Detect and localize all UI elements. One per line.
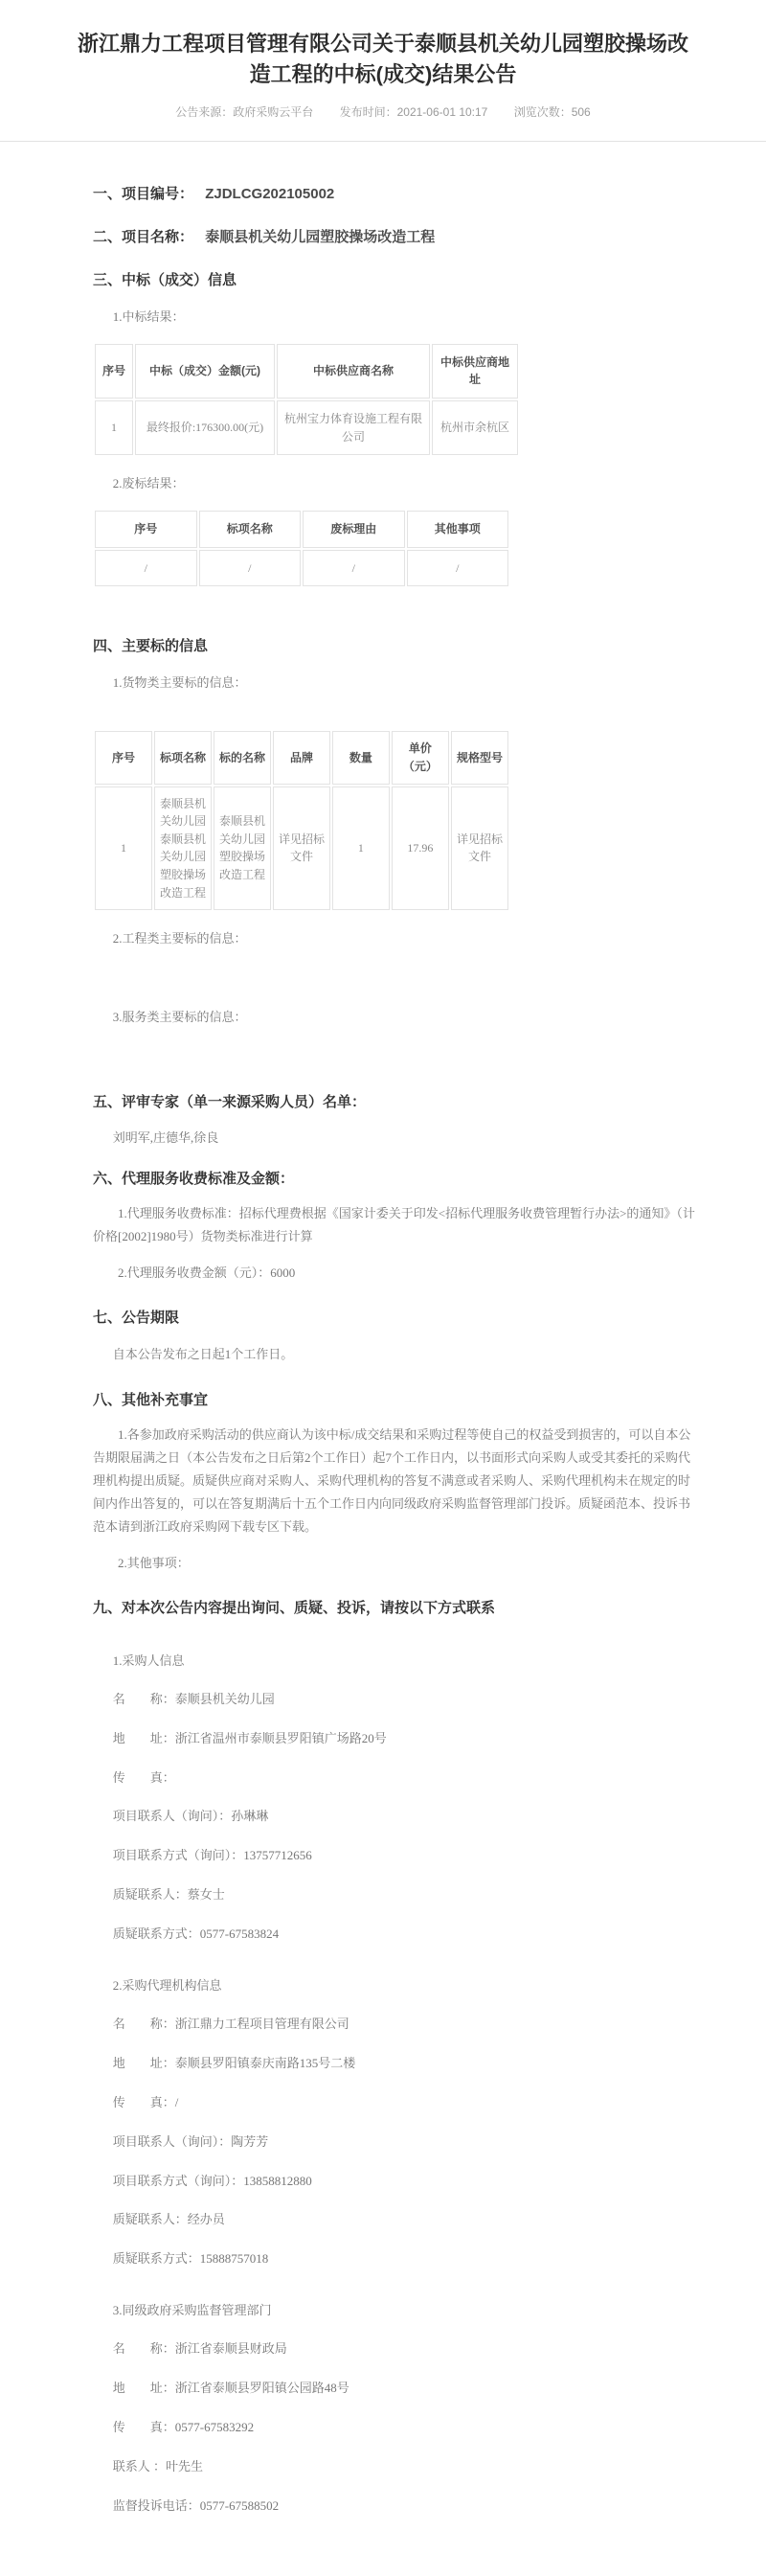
section-agency-fee-heading: 六、代理服务收费标准及金额： (93, 1171, 295, 1188)
table-row (95, 400, 518, 455)
other-matters-label: 2.其他事项： (118, 1555, 190, 1570)
spacer (93, 1042, 699, 1069)
purchaser-fax: 传 真： (112, 1769, 175, 1785)
purchaser-query-phone: 质疑联系方式：0577-67583824 (112, 1926, 280, 1942)
meta-bar (0, 103, 766, 120)
engineering-subject-label: 2.工程类主要标的信息： (112, 931, 247, 946)
project-name-value: 泰顺县机关幼儿园塑胶操场改造工程 (205, 228, 436, 245)
table-header-cell: 序号 (95, 511, 197, 548)
purchaser-name: 名 称：泰顺县机关幼儿园 (112, 1691, 275, 1706)
service-subject-label: 3.服务类主要标的信息： (112, 1010, 247, 1025)
table-row (95, 786, 508, 911)
table-header-row (95, 344, 518, 399)
purchaser-address: 地 址：浙江省温州市泰顺县罗阳镇广场路20号 (112, 1730, 387, 1745)
agency-query-contact: 质疑联系人：经办员 (112, 2212, 225, 2227)
supervision-contact: 联系人 ：叶先生 (112, 2458, 204, 2473)
meta-view-count: 浏览次数：506 (513, 104, 591, 119)
purchaser-block-title: 1.采购人信息 (112, 1653, 185, 1668)
agency-project-contact: 项目联系人（询问）：陶芳芳 (112, 2133, 269, 2149)
table-cell: 17.96 (392, 786, 449, 911)
table-cell: 详见招标文件 (273, 786, 330, 911)
section-announcement-period-heading: 七、公告期限 (93, 1310, 180, 1327)
supervision-name: 名 称：浙江省泰顺县财政局 (112, 2341, 287, 2357)
table-header-cell: 其他事项 (407, 511, 509, 548)
project-name-label: 二、项目名称： (93, 228, 194, 245)
award-result-label: 1.中标结果： (112, 308, 185, 324)
table-header-row (95, 731, 508, 784)
section-project-number (93, 184, 699, 204)
table-header-cell: 单价（元） (392, 731, 449, 784)
meta-source: 公告来源：政府采购云平台 (175, 104, 314, 119)
table-header-cell: 标项名称 (154, 731, 212, 784)
project-number-value: ZJDLCG202105002 (205, 185, 335, 202)
table-cell: / (303, 550, 405, 587)
table-header-cell: 序号 (95, 731, 152, 784)
rejected-result-table (93, 509, 510, 588)
table-header-row (95, 511, 508, 548)
meta-publish-time: 发布时间：2021-06-01 10:17 (339, 104, 488, 119)
experts-name-list: 刘明军,庄德华,徐良 (112, 1130, 219, 1146)
goods-subject-label: 1.货物类主要标的信息： (112, 675, 247, 691)
table-cell: 1 (95, 786, 152, 911)
spacer (93, 964, 699, 991)
table-header-cell: 中标（成交）金额(元) (135, 344, 275, 399)
supervision-address: 地 址：浙江省泰顺县罗阳镇公园路48号 (112, 2381, 349, 2396)
table-header-cell: 标项名称 (199, 511, 302, 548)
agency-project-phone: 项目联系方式（询问）：13858812880 (112, 2173, 312, 2188)
table-header-cell: 废标理由 (303, 511, 405, 548)
table-cell: 泰顺县机关幼儿园塑胶操场改造工程 (214, 786, 271, 911)
purchaser-project-phone: 项目联系方式（询问）：13757712656 (112, 1848, 312, 1863)
table-header-cell: 中标供应商名称 (277, 344, 430, 399)
agency-block-title: 2.采购代理机构信息 (112, 1978, 222, 1994)
supervision-info-block (93, 2300, 699, 2514)
table-header-cell: 规格型号 (451, 731, 508, 784)
page-title: 浙江鼎力工程项目管理有限公司关于泰顺县机关幼儿园塑胶操场改造工程的中标(成交)结果公告 (77, 32, 688, 86)
supplementary-paragraph: 1.各参加政府采购活动的供应商认为该中标/成交结果和采购过程等使自己的权益受到损害的，可以自本公告期限届满之日（本公告发布之日后第2个工作日）起7个工作日内，以书面形式向采购人或受其委托的采购代理机构提出质疑。质疑供应商对采购人、采购代理机构的答复不满意或者采购人、采购代理机构未在规定的时间内作出答复的，可以在答复期满后十五个工作日内向同级政府采购监督管理部门投诉。质疑函范本、投诉书范本请到浙江政府采购网下载专区下载。 (93, 1426, 691, 1534)
table-header-cell: 品牌 (273, 731, 330, 784)
agency-fee-standard: 1.代理服务收费标准：招标代理费根据《国家计委关于印发<招标代理服务收费管理暂行办法>的通知》（计价格[2002]1980号）货物类标准进行计算 (93, 1206, 695, 1244)
table-cell: 详见招标文件 (451, 786, 508, 911)
table-header-cell: 标的名称 (214, 731, 271, 784)
agency-query-phone: 质疑联系方式：15888757018 (112, 2251, 269, 2267)
goods-subject-table (93, 729, 510, 912)
award-result-table (93, 342, 520, 457)
table-cell: 1 (95, 400, 133, 455)
table-header-cell: 中标供应商地址 (432, 344, 518, 399)
purchaser-query-contact: 质疑联系人：蔡女士 (112, 1887, 225, 1903)
announcement-period-text: 自本公告发布之日起1个工作日。 (112, 1347, 294, 1362)
table-cell: 杭州宝力体育设施工程有限公司 (277, 400, 430, 455)
table-header-cell: 序号 (95, 344, 133, 399)
section-main-subject-heading: 四、主要标的信息 (93, 638, 209, 655)
table-cell: / (199, 550, 302, 587)
purchaser-info-block (93, 1651, 699, 1943)
agency-fax: 传 真：/ (112, 2094, 179, 2109)
agency-fee-amount: 2.代理服务收费金额（元）：6000 (118, 1265, 296, 1281)
table-row (95, 550, 508, 587)
supervision-complaint-phone: 监督投诉电话：0577-67588502 (112, 2497, 280, 2513)
agency-address: 地 址：泰顺县罗阳镇泰庆南路135号二楼 (112, 2055, 356, 2070)
table-cell: / (407, 550, 509, 587)
agency-name: 名 称：浙江鼎力工程项目管理有限公司 (112, 2017, 349, 2032)
section-supplementary-heading: 八、其他补充事宜 (93, 1391, 209, 1408)
section-contact-heading: 九、对本次公告内容提出询问、质疑、投诉，请按以下方式联系 (93, 1599, 496, 1616)
supervision-fax: 传 真：0577-67583292 (112, 2420, 255, 2435)
section-project-name (93, 227, 699, 247)
table-cell: / (95, 550, 197, 587)
project-number-label: 一、项目编号： (93, 185, 194, 202)
spacer (93, 598, 699, 613)
document-header (0, 0, 766, 142)
table-cell: 杭州市余杭区 (432, 400, 518, 455)
section-experts-heading: 五、评审专家（单一来源采购人员）名单： (93, 1094, 367, 1111)
table-cell: 最终报价:176300.00(元) (135, 400, 275, 455)
section-award-info-heading: 三、中标（成交）信息 (93, 271, 237, 288)
rejected-result-label: 2.废标结果： (112, 476, 185, 491)
table-cell: 1 (332, 786, 390, 911)
purchaser-project-contact: 项目联系人（询问）：孙琳琳 (112, 1809, 269, 1824)
content-area (0, 142, 766, 2576)
table-cell: 泰顺县机关幼儿园泰顺县机关幼儿园塑胶操场改造工程 (154, 786, 212, 911)
supervision-block-title: 3.同级政府采购监督管理部门 (112, 2303, 272, 2318)
spacer (93, 708, 699, 723)
table-header-cell: 数量 (332, 731, 390, 784)
